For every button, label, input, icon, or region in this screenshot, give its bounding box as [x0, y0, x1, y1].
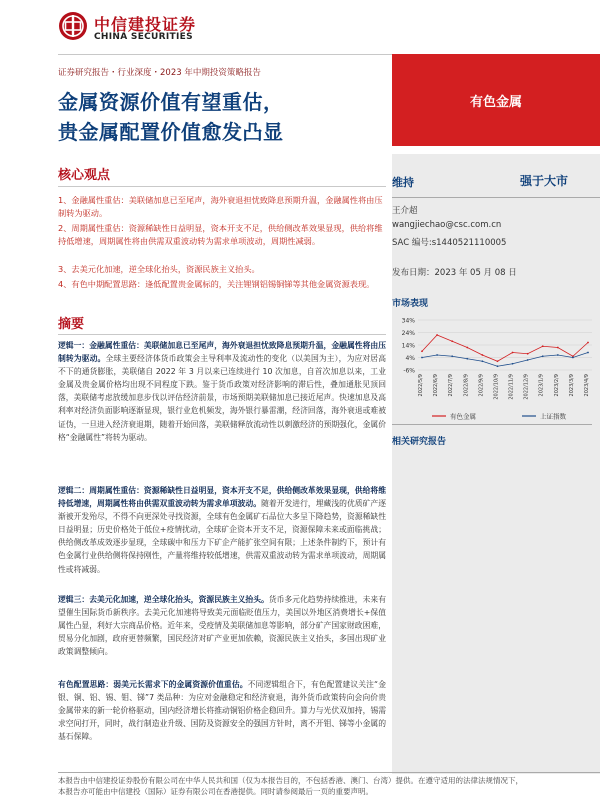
rating-current: 强于大市 — [519, 174, 568, 188]
summary-p3-body: 货币多元化趋势持续推进，未来有望催生国际货币新秩序。去美元化加速将导致美元面临贬值压力，美国以外地区消费增长+保值属性凸显，利好大宗商品价格。近年来，受疫情及美联储加息等影响，部分矿产国家财政困难，贸易分化加剧，政府更替频繁，国民经济对矿产业更加依赖，资源民族主义抬头，多国出现矿业政策调整倾向。 — [58, 595, 387, 657]
y-tick-label: 24% — [401, 330, 415, 337]
data-point — [451, 340, 453, 342]
data-point — [587, 352, 589, 354]
data-point — [497, 365, 499, 367]
summary-p1-lead: 逻辑一：金融属性重估：美联储加息已至尾声，海外衰退担忧致降息预期升温，金融属性将由压制转为驱动。 — [58, 341, 386, 364]
core-views-heading: 核心观点 — [58, 168, 111, 183]
x-tick-label: 2022/9/9 — [478, 374, 485, 397]
analyst-sac: SAC 编号:s1440521110005 — [392, 238, 507, 248]
y-tick-label: 34% — [401, 317, 415, 325]
x-tick-label: 2023/1/9 — [538, 374, 545, 397]
analyst-name: 王介超 — [392, 206, 418, 216]
data-point — [512, 352, 514, 354]
data-point — [421, 357, 423, 359]
summary-paragraph-3 — [58, 593, 386, 658]
series-line-1 — [422, 353, 588, 367]
market-performance-heading: 市场表现 — [392, 299, 429, 309]
y-tick-label: -6% — [403, 367, 415, 375]
summary-p4-body: 不同逻辑组合下，有色配置建议关注“金银、铜、铝、锡、钼、锑”7 类品种：为应对金融稳定和经济衰退，海外货币政策转向会向价贵金属带来的新一轮价格驱动，国内经济增长将推动铜铝价格企稳回升。算力与光伏双加持，锡需求空间打开，同时，战行制造业升级、国防及资源安全的强国方针时，离不开钼、锑等小金属的基石保障。 — [58, 680, 387, 742]
x-tick-label: 2022/10/9 — [493, 374, 500, 400]
market-performance-chart — [392, 312, 600, 424]
x-tick-label: 2022/7/9 — [448, 374, 455, 397]
data-point — [436, 334, 438, 336]
data-point — [421, 350, 423, 352]
x-tick-label: 2023/2/9 — [553, 374, 560, 397]
x-tick-label: 2022/8/9 — [463, 374, 470, 397]
header-divider — [58, 54, 392, 55]
china-securities-logo-icon — [58, 11, 88, 41]
market-chart-svg — [392, 312, 600, 424]
x-tick-label: 2022/11/9 — [508, 374, 515, 400]
publish-date: 发布日期：2023 年 05 月 08 日 — [392, 268, 517, 278]
core-point-4: 4、有色中期配置思路：逢低配置贵金属标的，关注锂钢铝锡铜锑等其他金属资源表现。 — [58, 279, 375, 289]
y-tick-label: 4% — [405, 355, 415, 362]
disclaimer-line-2: 本报告亦可能由中信建投（国际）证券有限公司在香港提供。同时请参阅最后一页的重要声明。 — [58, 787, 373, 796]
data-point — [542, 345, 544, 347]
data-point — [497, 360, 499, 362]
summary-paragraph-4 — [58, 678, 386, 743]
y-tick-label: 14% — [401, 342, 415, 350]
data-point — [512, 363, 514, 365]
core-point-2: 2、周期属性重估：资源稀缺性日益明显，资本开支不足，供给侧改革效果显现，供给将维持低增速，周期属性将由供需双重波动转为需求单项波动，周期性减弱。 — [58, 223, 383, 246]
summary-p2-lead: 逻辑二：周期属性重估：资源稀缺性日益明显，资本开支不足，供给侧改革效果显现，供给将维持低增速，周期属性将由供需双重波动转为需求单项波动。 — [58, 486, 386, 509]
related-research-heading: 相关研究报告 — [392, 437, 447, 447]
data-point — [451, 355, 453, 357]
data-point — [557, 354, 559, 356]
summary-p1-body: 全球主要经济体货币政策会主导利率及流动性的变化（以美国为主），为应对居高不下的通货膨胀，美联储自 2022 年 3 月以来已连续进行 10 次加息，自首次加息以来，工业金属及贵金属价格均出现不同程度下跌。鉴于货币政策对经济影响的滞后性，叠加通胀见顶回落，美联储考虑放缓加息步伐以评估经济前景，市场预期美联储加息已接近尾声。快速加息及高利率对经济负面影响逐渐显现，银行业危机频发，海外银行暴雷潮，经济回落，海外衰退或难被证伪，一旦进入经济衰退期，随着开始回落，美联储释放流动性以刺激经济的预期强化，金属价格“金融属性”将转为驱动。 — [58, 354, 386, 442]
data-point — [481, 354, 483, 356]
report-title-line1: 金属资源价值有望重估， — [58, 90, 284, 114]
x-tick-label: 2022/12/9 — [523, 374, 530, 400]
analyst-email[interactable]: wangjiechao@csc.com.cn — [392, 220, 502, 230]
data-point — [436, 354, 438, 356]
report-breadcrumb: 证券研究报告・行业深度・2023 年中期投资策略报告 — [58, 68, 261, 78]
company-logo — [58, 8, 218, 48]
x-tick-label: 2023/4/9 — [584, 374, 590, 397]
x-tick-label: 2022/6/9 — [433, 374, 440, 397]
data-point — [587, 342, 589, 344]
summary-divider — [58, 334, 386, 335]
x-tick-label: 2023/3/9 — [568, 374, 575, 397]
summary-paragraph-2 — [58, 484, 386, 576]
summary-p4-lead: 有色配置思路：弱美元长需求下的金属资源价值重估。 — [58, 680, 248, 689]
data-point — [481, 360, 483, 362]
data-point — [466, 347, 468, 349]
data-point — [527, 359, 529, 361]
summary-paragraph-1 — [58, 339, 386, 444]
report-title-line2: 贵金属配置价值愈发凸显 — [58, 120, 284, 144]
data-point — [542, 355, 544, 357]
core-views-divider — [58, 186, 386, 187]
summary-p3-lead: 逻辑三：去美元化加速，逆全球化抬头，资源民族主义抬头。 — [58, 595, 269, 604]
right-sidebar — [392, 154, 600, 774]
rating-bar — [392, 154, 600, 198]
logo-english-name: CHINA SECURITIES — [94, 32, 193, 42]
legend-label: 上证指数 — [540, 412, 566, 421]
disclaimer-line-1: 本报告由中信建投证券股份有限公司在中华人民共和国（仅为本报告目的，不包括香港、澳门、台湾）提供。在遵守适用的法律法规情况下， — [58, 776, 523, 785]
data-point — [527, 353, 529, 355]
logo-chinese-name: 中信建投证券 — [94, 15, 197, 34]
related-divider — [392, 424, 592, 425]
data-point — [557, 347, 559, 349]
data-point — [466, 358, 468, 360]
core-point-3: 3、去美元化加速，逆全球化抬头，资源民族主义抬头。 — [58, 264, 260, 274]
legend-label: 有色金属 — [450, 412, 476, 421]
disclaimer-footer — [58, 772, 600, 797]
sector-label: 有色金属 — [469, 95, 522, 110]
sector-banner — [392, 54, 600, 146]
data-point — [572, 357, 574, 359]
summary-p2-body: 随着开发进行，埋藏浅的优质矿产逐渐被开发殆尽，不得不向更深处寻找资源，全球有色金属矿石品位大多呈下降趋势，资源稀缺性日益明显；历史价格处于低位+疫情扰动，全球矿企资本开支不足，资源保障未来或面临挑战；供给侧改革成效逐步显现，全球碳中和压力下矿企产能扩张空间有限；上述条件制约下，预计有色金属行业供给侧将保持刚性，产量将维持较低增速，供需双重波动转为需求单项波动，周期属性或将减弱。 — [58, 499, 387, 574]
core-point-1: 1、金融属性重估：美联储加息已至尾声，海外衰退担忧致降息预期升温，金融属性将由压制转为驱动。 — [58, 195, 383, 218]
summary-heading: 摘要 — [58, 317, 85, 332]
x-tick-label: 2022/5/9 — [418, 374, 424, 397]
rating-previous: 维持 — [392, 176, 414, 189]
